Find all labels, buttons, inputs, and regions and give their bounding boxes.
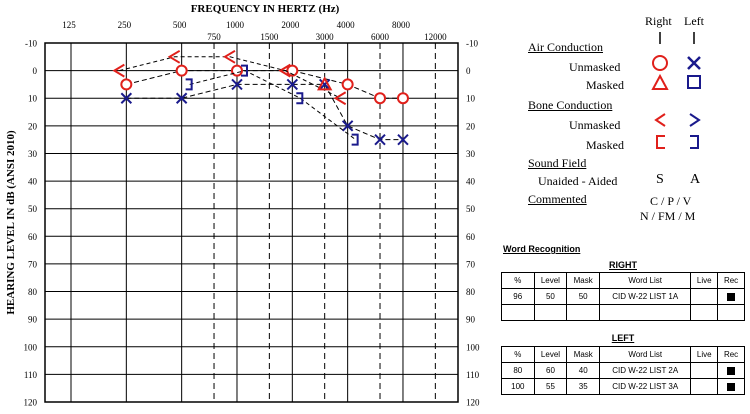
y-tick-label-right: 50 bbox=[466, 204, 475, 215]
legend-right-air-masked-icon bbox=[653, 76, 667, 89]
cell-live bbox=[691, 289, 718, 305]
cell-level: 50 bbox=[534, 289, 567, 305]
col-live: Live bbox=[691, 273, 718, 289]
data-point-right-air-unmasked bbox=[232, 66, 242, 76]
y-tick-label-right: -10 bbox=[466, 38, 478, 49]
y-tick-label-left: 100 bbox=[23, 342, 37, 353]
cell-list: CID W-22 LIST 3A bbox=[600, 379, 691, 395]
x-tick-label-octave: 125 bbox=[62, 20, 76, 30]
legend-right-bone-masked-icon bbox=[657, 136, 665, 148]
data-point-right-air-unmasked bbox=[177, 66, 187, 76]
y-tick-label-left: 120 bbox=[23, 397, 37, 408]
cell-rec bbox=[718, 289, 745, 305]
x-tick-label-interoctave: 3000 bbox=[315, 32, 334, 42]
cell-pct bbox=[502, 305, 535, 321]
cell-pct: 100 bbox=[502, 379, 535, 395]
wr-left-label: LEFT bbox=[611, 333, 635, 343]
y-tick-label-left: 50 bbox=[28, 204, 37, 215]
x-tick-label-interoctave: 6000 bbox=[371, 32, 390, 42]
wr-left-table bbox=[501, 346, 745, 395]
col-mask: Mask bbox=[567, 347, 600, 363]
cell-mask: 35 bbox=[567, 379, 600, 395]
y-tick-label-left: 40 bbox=[28, 176, 37, 187]
plot-frame bbox=[45, 43, 458, 402]
data-point-right-air-unmasked bbox=[343, 79, 353, 89]
cell-pct: 80 bbox=[502, 363, 535, 379]
col-rec: Rec bbox=[718, 273, 745, 289]
cell-rec bbox=[718, 305, 745, 321]
cell-level: 60 bbox=[534, 363, 567, 379]
wr-right-table bbox=[501, 272, 745, 321]
y-tick-label-right: 90 bbox=[466, 314, 475, 325]
col-word-list: Word List bbox=[600, 273, 691, 289]
legend-nfmm: N / FM / M bbox=[640, 209, 696, 223]
x-tick-label-octave: 8000 bbox=[391, 20, 410, 30]
y-tick-label-right: 0 bbox=[466, 66, 471, 77]
y-tick-label-left: 30 bbox=[28, 148, 37, 159]
col-level: Level bbox=[534, 273, 567, 289]
y-tick-label-right: 80 bbox=[466, 287, 475, 298]
cell-rec bbox=[718, 363, 745, 379]
y-tick-label-right: 60 bbox=[466, 231, 475, 242]
legend-air-conduction: Air Conduction bbox=[528, 40, 603, 54]
series-line-left-bone-masked bbox=[190, 71, 356, 140]
x-tick-label-interoctave: 1500 bbox=[260, 32, 279, 42]
legend-sf-a: A bbox=[690, 172, 701, 187]
y-tick-label-right: 40 bbox=[466, 176, 475, 187]
x-tick-label-octave: 4000 bbox=[336, 20, 355, 30]
table-row bbox=[502, 363, 745, 379]
legend-left-air-masked-icon bbox=[688, 76, 700, 88]
y-tick-label-left: 90 bbox=[28, 314, 37, 325]
data-point-left-bone-masked bbox=[186, 79, 192, 89]
y-tick-label-left: 0 bbox=[32, 66, 37, 77]
legend-bone-unmasked: Unmasked bbox=[569, 118, 621, 132]
y-tick-label-right: 30 bbox=[466, 148, 475, 159]
y-tick-label-left: 20 bbox=[28, 121, 37, 132]
legend-cpv: C / P / V bbox=[650, 194, 692, 208]
x-tick-label-octave: 1000 bbox=[225, 20, 244, 30]
legend-unaided-aided: Unaided - Aided bbox=[538, 174, 618, 188]
legend-bone-conduction: Bone Conduction bbox=[528, 98, 613, 112]
y-tick-label-right: 110 bbox=[466, 369, 480, 380]
series-line-left-air-unmasked bbox=[126, 84, 403, 139]
legend-right-header: Right bbox=[645, 14, 672, 28]
table-row bbox=[502, 379, 745, 395]
y-tick-label-right: 70 bbox=[466, 259, 475, 270]
y-tick-label-left: -10 bbox=[25, 38, 37, 49]
y-tick-label-left: 70 bbox=[28, 259, 37, 270]
y-tick-label-right: 10 bbox=[466, 93, 475, 104]
y-tick-label-right: 120 bbox=[466, 397, 480, 408]
table-row bbox=[502, 289, 745, 305]
legend-left-air-unmasked-icon bbox=[688, 57, 700, 69]
data-point-right-air-unmasked bbox=[375, 93, 385, 103]
x-tick-label-octave: 2000 bbox=[281, 20, 300, 30]
col-live: Live bbox=[691, 347, 718, 363]
data-point-right-air-unmasked bbox=[121, 79, 131, 89]
cell-rec bbox=[718, 379, 745, 395]
cell-level bbox=[534, 305, 567, 321]
legend-air-masked: Masked bbox=[586, 78, 624, 92]
y-tick-label-left: 80 bbox=[28, 287, 37, 298]
cell-list bbox=[600, 305, 691, 321]
table-header-row bbox=[502, 347, 745, 363]
col-level: Level bbox=[534, 347, 567, 363]
y-tick-label-left: 60 bbox=[28, 231, 37, 242]
y-tick-label-right: 20 bbox=[466, 121, 475, 132]
col-word-list: Word List bbox=[600, 347, 691, 363]
legend-right-air-unmasked-icon bbox=[653, 56, 667, 70]
col-rec: Rec bbox=[718, 347, 745, 363]
table-row bbox=[502, 305, 745, 321]
col-pct: % bbox=[502, 273, 535, 289]
y-axis-label: HEARING LEVEL IN dB (ANSI 2010) bbox=[5, 130, 17, 315]
y-tick-label-left: 10 bbox=[28, 93, 37, 104]
word-recognition-title: Word Recognition bbox=[503, 244, 581, 254]
cell-list: CID W-22 LIST 1A bbox=[600, 289, 691, 305]
data-point-right-air-unmasked bbox=[398, 93, 408, 103]
cell-mask: 50 bbox=[567, 289, 600, 305]
x-tick-label-interoctave: 12000 bbox=[424, 32, 447, 42]
legend-left-bone-masked-icon bbox=[690, 136, 698, 148]
table-header-row bbox=[502, 273, 745, 289]
legend-sound-field: Sound Field bbox=[528, 156, 587, 170]
legend-left-bone-unmasked-icon bbox=[690, 114, 699, 126]
x-tick-label-interoctave: 750 bbox=[207, 32, 221, 42]
legend-commented: Commented bbox=[528, 192, 587, 206]
col-mask: Mask bbox=[567, 273, 600, 289]
col-pct: % bbox=[502, 347, 535, 363]
chart-title: FREQUENCY IN HERTZ (Hz) bbox=[190, 3, 340, 15]
cell-pct: 96 bbox=[502, 289, 535, 305]
legend-right-bone-unmasked-icon bbox=[656, 114, 665, 126]
rec-checked-icon bbox=[727, 367, 735, 375]
x-tick-label-octave: 250 bbox=[117, 20, 132, 30]
cell-mask: 40 bbox=[567, 363, 600, 379]
y-tick-label-right: 100 bbox=[466, 342, 480, 353]
legend-air-unmasked: Unmasked bbox=[569, 60, 621, 74]
cell-level: 55 bbox=[534, 379, 567, 395]
cell-live bbox=[691, 363, 718, 379]
data-point-left-bone-masked bbox=[352, 135, 358, 145]
rec-checked-icon bbox=[727, 293, 735, 301]
cell-mask bbox=[567, 305, 600, 321]
cell-live bbox=[691, 379, 718, 395]
y-tick-label-left: 110 bbox=[23, 369, 37, 380]
legend-bone-masked: Masked bbox=[586, 138, 624, 152]
cell-list: CID W-22 LIST 2A bbox=[600, 363, 691, 379]
legend-left-header: Left bbox=[684, 14, 704, 28]
x-tick-label-octave: 500 bbox=[172, 20, 187, 30]
legend-sf-s: S bbox=[656, 172, 664, 187]
wr-right-label: RIGHT bbox=[609, 260, 637, 270]
rec-checked-icon bbox=[727, 383, 735, 391]
cell-live bbox=[691, 305, 718, 321]
